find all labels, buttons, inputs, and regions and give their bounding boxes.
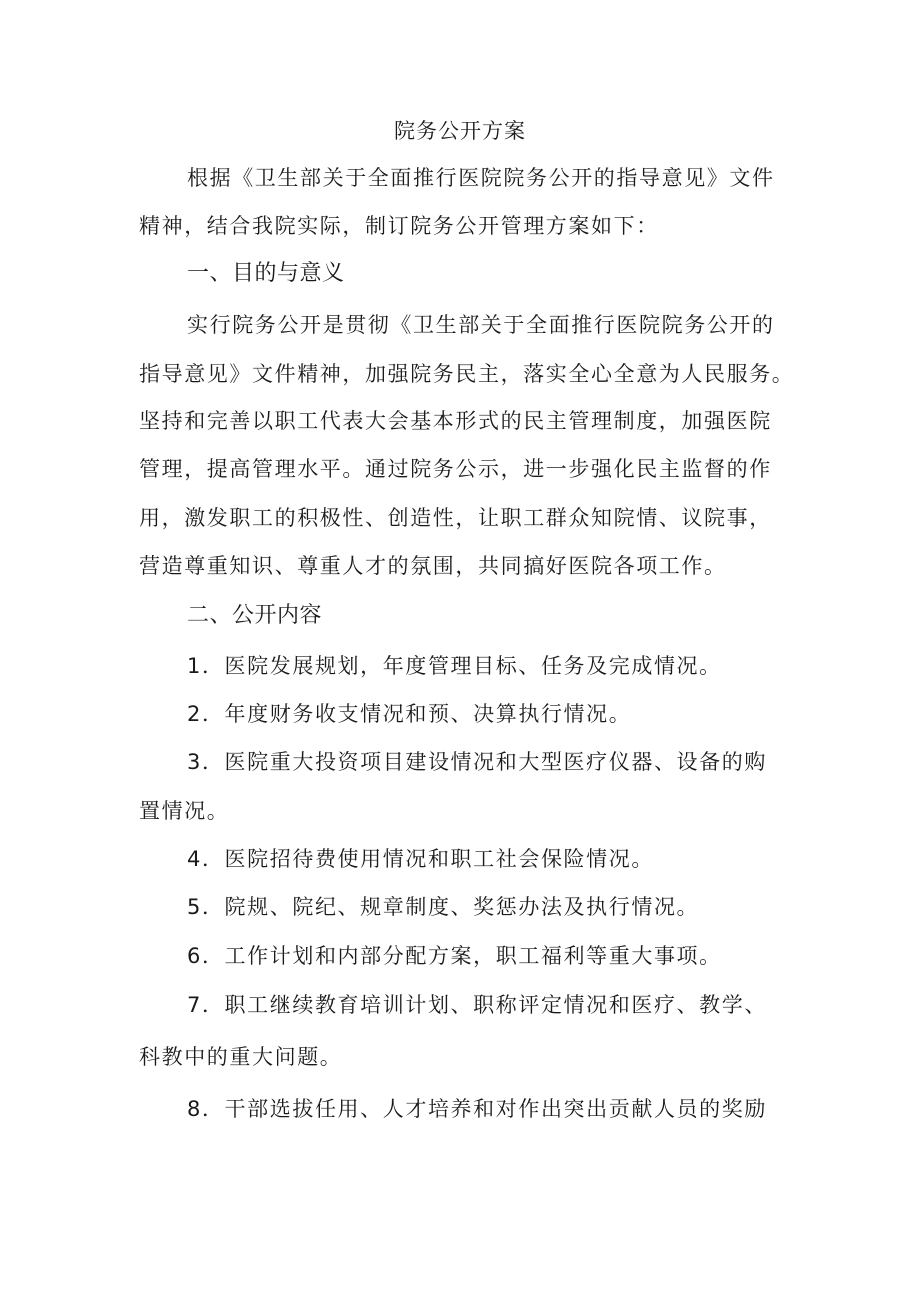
purpose-line-2: 指导意见》文件精神，加强院务民主，落实全心全意为人民服务。 [139,362,795,386]
content-item-2: 2．年度财务收支情况和预、决算执行情况。 [187,702,632,726]
purpose-line-5: 用，激发职工的积极性、创造性，让职工群众知院情、议院事， [139,506,772,530]
content-item-4: 4．医院招待费使用情况和职工社会保险情况。 [187,847,654,871]
content-item-5: 5．院规、院纪、规章制度、奖惩办法及执行情况。 [187,895,700,919]
content-item-3: 3．医院重大投资项目建设情况和大型医疗仪器、设备的购 [187,750,767,774]
section-heading-content: 二、公开内容 [187,603,323,628]
purpose-line-4: 管理，提高管理水平。通过院务公示，进一步强化民主监督的作 [139,457,772,481]
content-item-7-cont: 科教中的重大问题。 [139,1045,343,1069]
purpose-line-3: 坚持和完善以职工代表大会基本形式的民主管理制度，加强医院 [139,409,772,433]
document-title: 院务公开方案 [394,119,526,143]
content-item-7: 7．职工继续教育培训计划、职称评定情况和医疗、教学、 [187,993,767,1017]
purpose-line-6: 营造尊重知识、尊重人才的氛围，共同搞好医院各项工作。 [139,554,727,578]
intro-line-1: 根据《卫生部关于全面推行医院院务公开的指导意见》文件 [187,166,775,190]
section-heading-purpose: 一、目的与意义 [187,261,345,286]
content-item-8: 8．干部选拔任用、人才培养和对作出突出贡献人员的奖励 [187,1097,767,1121]
content-item-3-cont: 置情况。 [139,799,230,823]
intro-line-2: 精神，结合我院实际，制订院务公开管理方案如下： [139,214,659,238]
content-item-1: 1．医院发展规划，年度管理目标、任务及完成情况。 [187,654,722,678]
purpose-line-1: 实行院务公开是贯彻《卫生部关于全面推行医院院务公开的 [187,313,775,337]
content-item-6: 6．工作计划和内部分配方案，职工福利等重大事项。 [187,944,722,968]
